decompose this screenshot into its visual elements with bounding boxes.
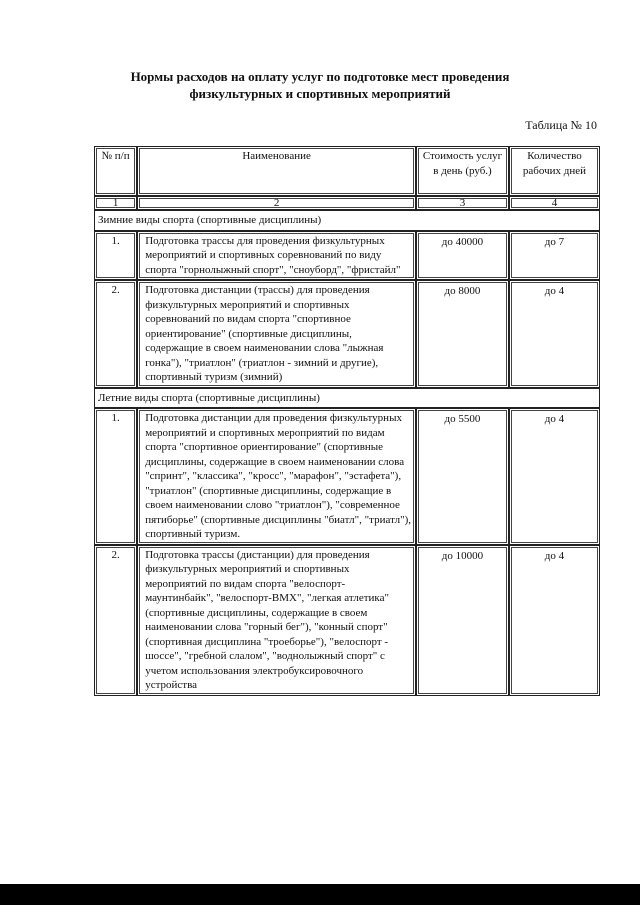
column-number-1: 1 <box>94 196 137 210</box>
column-number-2: 2 <box>137 196 416 210</box>
column-number-row <box>94 196 600 210</box>
header-cost: Стоимость услуг в день (руб.) <box>416 146 509 196</box>
table-row <box>94 408 600 545</box>
row-cost: до 8000 <box>416 280 509 388</box>
row-name: Подготовка трассы (дистанции) для проведения физкультурных мероприятий и спортивных мероприятий по видам спорта "велоспорт-маунтинбайк", "велоспорт-ВМХ", "легкая атлетика" (спортивные дисциплины, содержащие в своем наименовании слова "горный бег"), "конный спорт" (спортивная дисциплина "троеборье"), "велоспорт - шоссе", "гребной слалом", "воднолыжный спорт" с учетом использования электробуксировочного устройства <box>137 545 416 696</box>
row-days: до 4 <box>509 545 600 696</box>
row-number: 2. <box>94 545 137 696</box>
row-number: 1. <box>94 408 137 545</box>
row-cost: до 10000 <box>416 545 509 696</box>
document-title-line2: физкультурных и спортивных мероприятий <box>189 86 451 101</box>
header-days: Количество рабочих дней <box>509 146 600 196</box>
document-title <box>60 68 580 102</box>
section-title-summer: Летние виды спорта (спортивные дисциплины) <box>94 388 600 409</box>
section-title-winter: Зимние виды спорта (спортивные дисциплины) <box>94 210 600 231</box>
column-number-4: 4 <box>509 196 600 210</box>
expense-norms-table <box>94 146 600 696</box>
table-row <box>94 280 600 388</box>
column-number-3: 3 <box>416 196 509 210</box>
row-days: до 4 <box>509 408 600 545</box>
row-name: Подготовка трассы для проведения физкультурных мероприятий и спортивных соревнований по виду спорта "горнолыжный спорт", "сноуборд", "фристайл" <box>137 231 416 281</box>
row-number: 2. <box>94 280 137 388</box>
row-name: Подготовка дистанции для проведения физкультурных мероприятий и спортивных мероприятий по видам спорта "спортивное ориентирование" (спортивные дисциплины, содержащие в своем наименовании слова "спринт", "классика", "кросс", "марафон", "эстафета"), "триатлон" (спортивные дисциплины, содержащие в своем наименовании слово "триатлон"), "современное пятиборье" (спортивные дисциплины "биатл", "триатл"), спортивный туризм. <box>137 408 416 545</box>
table-header-row <box>94 146 600 196</box>
row-cost: до 40000 <box>416 231 509 281</box>
document-title-line1: Нормы расходов на оплату услуг по подготовке мест проведения <box>130 69 510 84</box>
header-number: № п/п <box>94 146 137 196</box>
table-row <box>94 231 600 281</box>
row-days: до 7 <box>509 231 600 281</box>
row-name: Подготовка дистанции (трассы) для проведения физкультурных мероприятий и спортивных соревнований по видам спорта "спортивное ориентирование" (спортивные дисциплины, содержащие в своем наименовании слова "лыжная гонка"), "триатлон" (триатлон - зимний и другие), спортивный туризм (зимний) <box>137 280 416 388</box>
scan-bottom-edge <box>0 884 640 905</box>
header-name: Наименование <box>137 146 416 196</box>
section-row-summer <box>94 388 600 409</box>
row-days: до 4 <box>509 280 600 388</box>
table-row <box>94 545 600 696</box>
row-number: 1. <box>94 231 137 281</box>
section-row-winter <box>94 210 600 231</box>
row-cost: до 5500 <box>416 408 509 545</box>
table-number-label: Таблица № 10 <box>525 118 597 132</box>
